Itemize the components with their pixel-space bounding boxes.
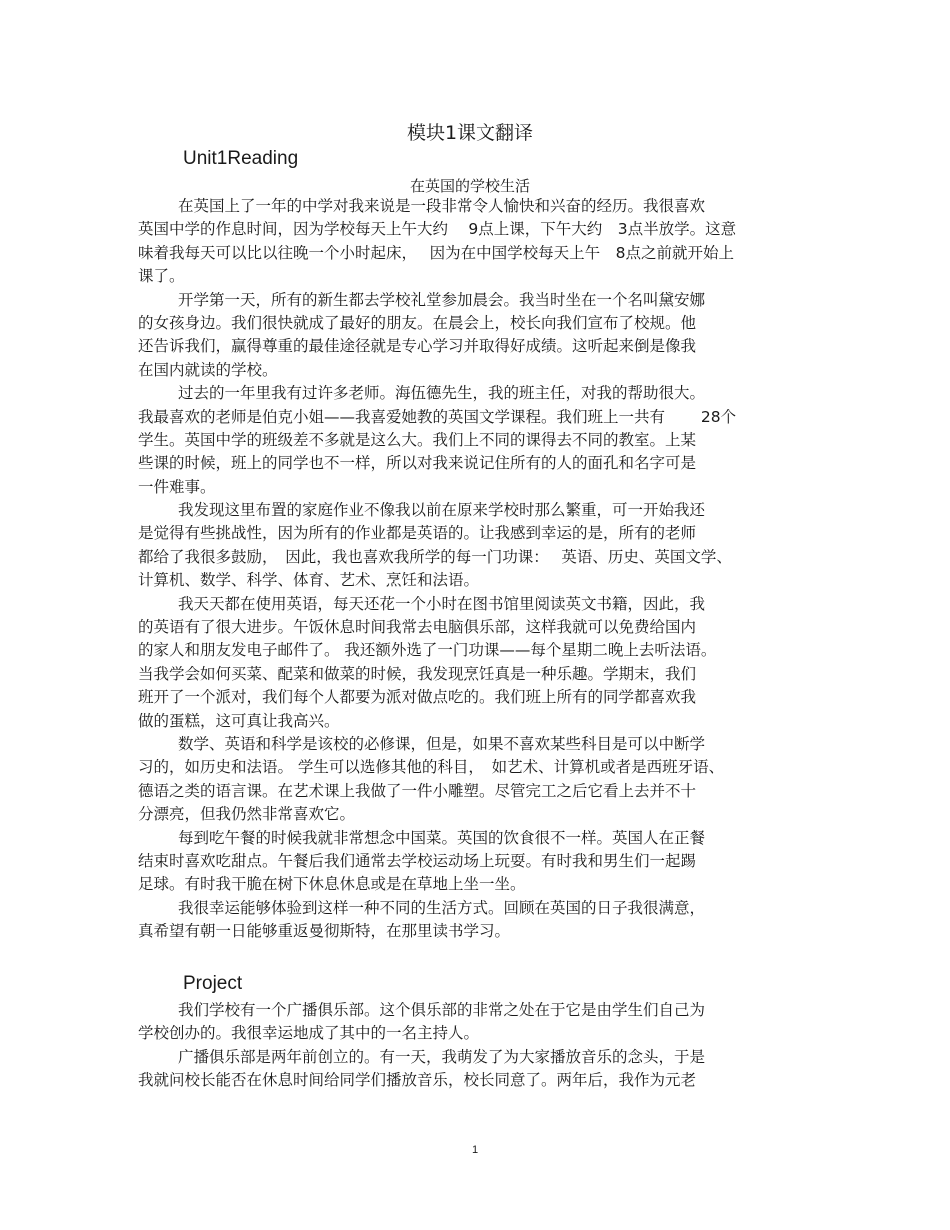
- text-line: 数学、英语和科学是该校的必修课，但是，如果不喜欢某些科目是可以中断学: [178, 734, 706, 753]
- reading-subtitle: 在英国的学校生活: [409, 177, 530, 195]
- text-line: 我就问校长能否在休息时间给同学们播放音乐，校长同意了。两年后，我作为元老: [138, 1071, 697, 1090]
- text-line: 还告诉我们，赢得尊重的最佳途径就是专心学习并取得好成绩。这听起来倒是像我: [138, 337, 697, 356]
- text-line: 每到吃午餐的时候我就非常想念中国菜。英国的饮食很不一样。英国人在正餐: [178, 828, 706, 847]
- text-line: 足球。有时我干脆在树下休息休息或是在草地上坐一坐。: [138, 875, 526, 894]
- project-body: [138, 999, 818, 1093]
- text-line: 一件难事。: [138, 477, 216, 496]
- text-line: 过去的一年里我有过许多老师。海伍德先生，我的班主任，对我的帮助很大。: [178, 384, 706, 403]
- text-line: 我发现这里布置的家庭作业不像我以前在原来学校时那么繁重，可一开始我还: [178, 501, 706, 520]
- text-line: 在英国上了一年的中学对我来说是一段非常令人愉快和兴奋的经历。我很喜欢: [178, 197, 706, 215]
- page-title: 模块1课文翻译: [406, 122, 534, 144]
- text-line: 我天天都在使用英语，每天还花一个小时在图书馆里阅读英文书籍，因此，我: [178, 594, 706, 613]
- unit-heading: Unit1Reading: [183, 148, 299, 169]
- text-line: 在国内就读的学校。: [138, 360, 278, 379]
- text-line: 当我学会如何买菜、配菜和做菜的时候，我发现烹饪真是一种乐趣。学期末，我们: [138, 664, 697, 683]
- text-line: 课了。: [138, 267, 185, 286]
- text-line: 我最喜欢的老师是伯克小姐——我喜爱她教的英国文学课程。我们班上一共有 28个: [138, 407, 737, 426]
- text-line: 开学第一天，所有的新生都去学校礼堂参加晨会。我当时坐在一个名叫黛安娜: [178, 290, 706, 309]
- text-line: 些课的时候，班上的同学也不一样，所以对我来说记住所有的人的面孔和名字可是: [138, 454, 697, 473]
- text-line: 分漂亮，但我仍然非常喜欢它。: [138, 805, 356, 824]
- text-line: 的女孩身边。我们很快就成了最好的朋友。在晨会上，校长向我们宣布了校规。他: [138, 313, 697, 332]
- reading-body: [138, 195, 818, 944]
- text-line: 味着我每天可以比以往晚一个小时起床， 因为在中国学校每天上午 8点之前就开始上: [138, 243, 735, 262]
- text-line: 是觉得有些挑战性，因为所有的作业都是英语的。让我感到幸运的是，所有的老师: [138, 524, 697, 543]
- page-number: 1: [471, 1144, 479, 1156]
- text-line: 学生。英国中学的班级差不多就是这么大。我们上不同的课得去不同的教室。上某: [138, 430, 697, 449]
- text-line: 都给了我很多鼓励， 因此，我也喜欢我所学的每一门功课： 英语、历史、英国文学、: [138, 547, 732, 566]
- project-heading: Project: [183, 973, 243, 994]
- text-line: 的英语有了很大进步。午饭休息时间我常去电脑俱乐部，这样我就可以免费给国内: [138, 618, 697, 637]
- text-line: 德语之类的语言课。在艺术课上我做了一件小雕塑。尽管完工之后它看上去并不十: [138, 781, 697, 800]
- text-line: 英国中学的作息时间，因为学校每天上午大约 9点上课，下午大约 3点半放学。这意: [138, 220, 737, 239]
- text-line: 做的蛋糕，这可真让我高兴。: [138, 711, 340, 730]
- text-line: 结束时喜欢吃甜点。午餐后我们通常去学校运动场上玩耍。有时我和男生们一起踢: [138, 851, 697, 870]
- text-line: 真希望有朝一日能够重返曼彻斯特，在那里读书学习。: [138, 922, 511, 941]
- text-line: 计算机、数学、科学、体育、艺术、烹饪和法语。: [138, 571, 480, 590]
- text-line: 我很幸运能够体验到这样一种不同的生活方式。回顾在英国的日子我很满意，: [178, 898, 706, 917]
- text-line: 的家人和朋友发电子邮件了。 我还额外选了一门功课——每个星期二晚上去听法语。: [138, 641, 717, 660]
- text-line: 学校创办的。我很幸运地成了其中的一名主持人。: [138, 1024, 480, 1043]
- text-line: 我们学校有一个广播俱乐部。这个俱乐部的非常之处在于它是由学生们自己为: [178, 1001, 706, 1019]
- text-line: 习的，如历史和法语。 学生可以选修其他的科目， 如艺术、计算机或者是西班牙语、: [138, 758, 725, 777]
- text-line: 班开了一个派对，我们每个人都要为派对做点吃的。我们班上所有的同学都喜欢我: [138, 688, 697, 707]
- text-line: 广播俱乐部是两年前创立的。有一天，我萌发了为大家播放音乐的念头，于是: [178, 1047, 706, 1066]
